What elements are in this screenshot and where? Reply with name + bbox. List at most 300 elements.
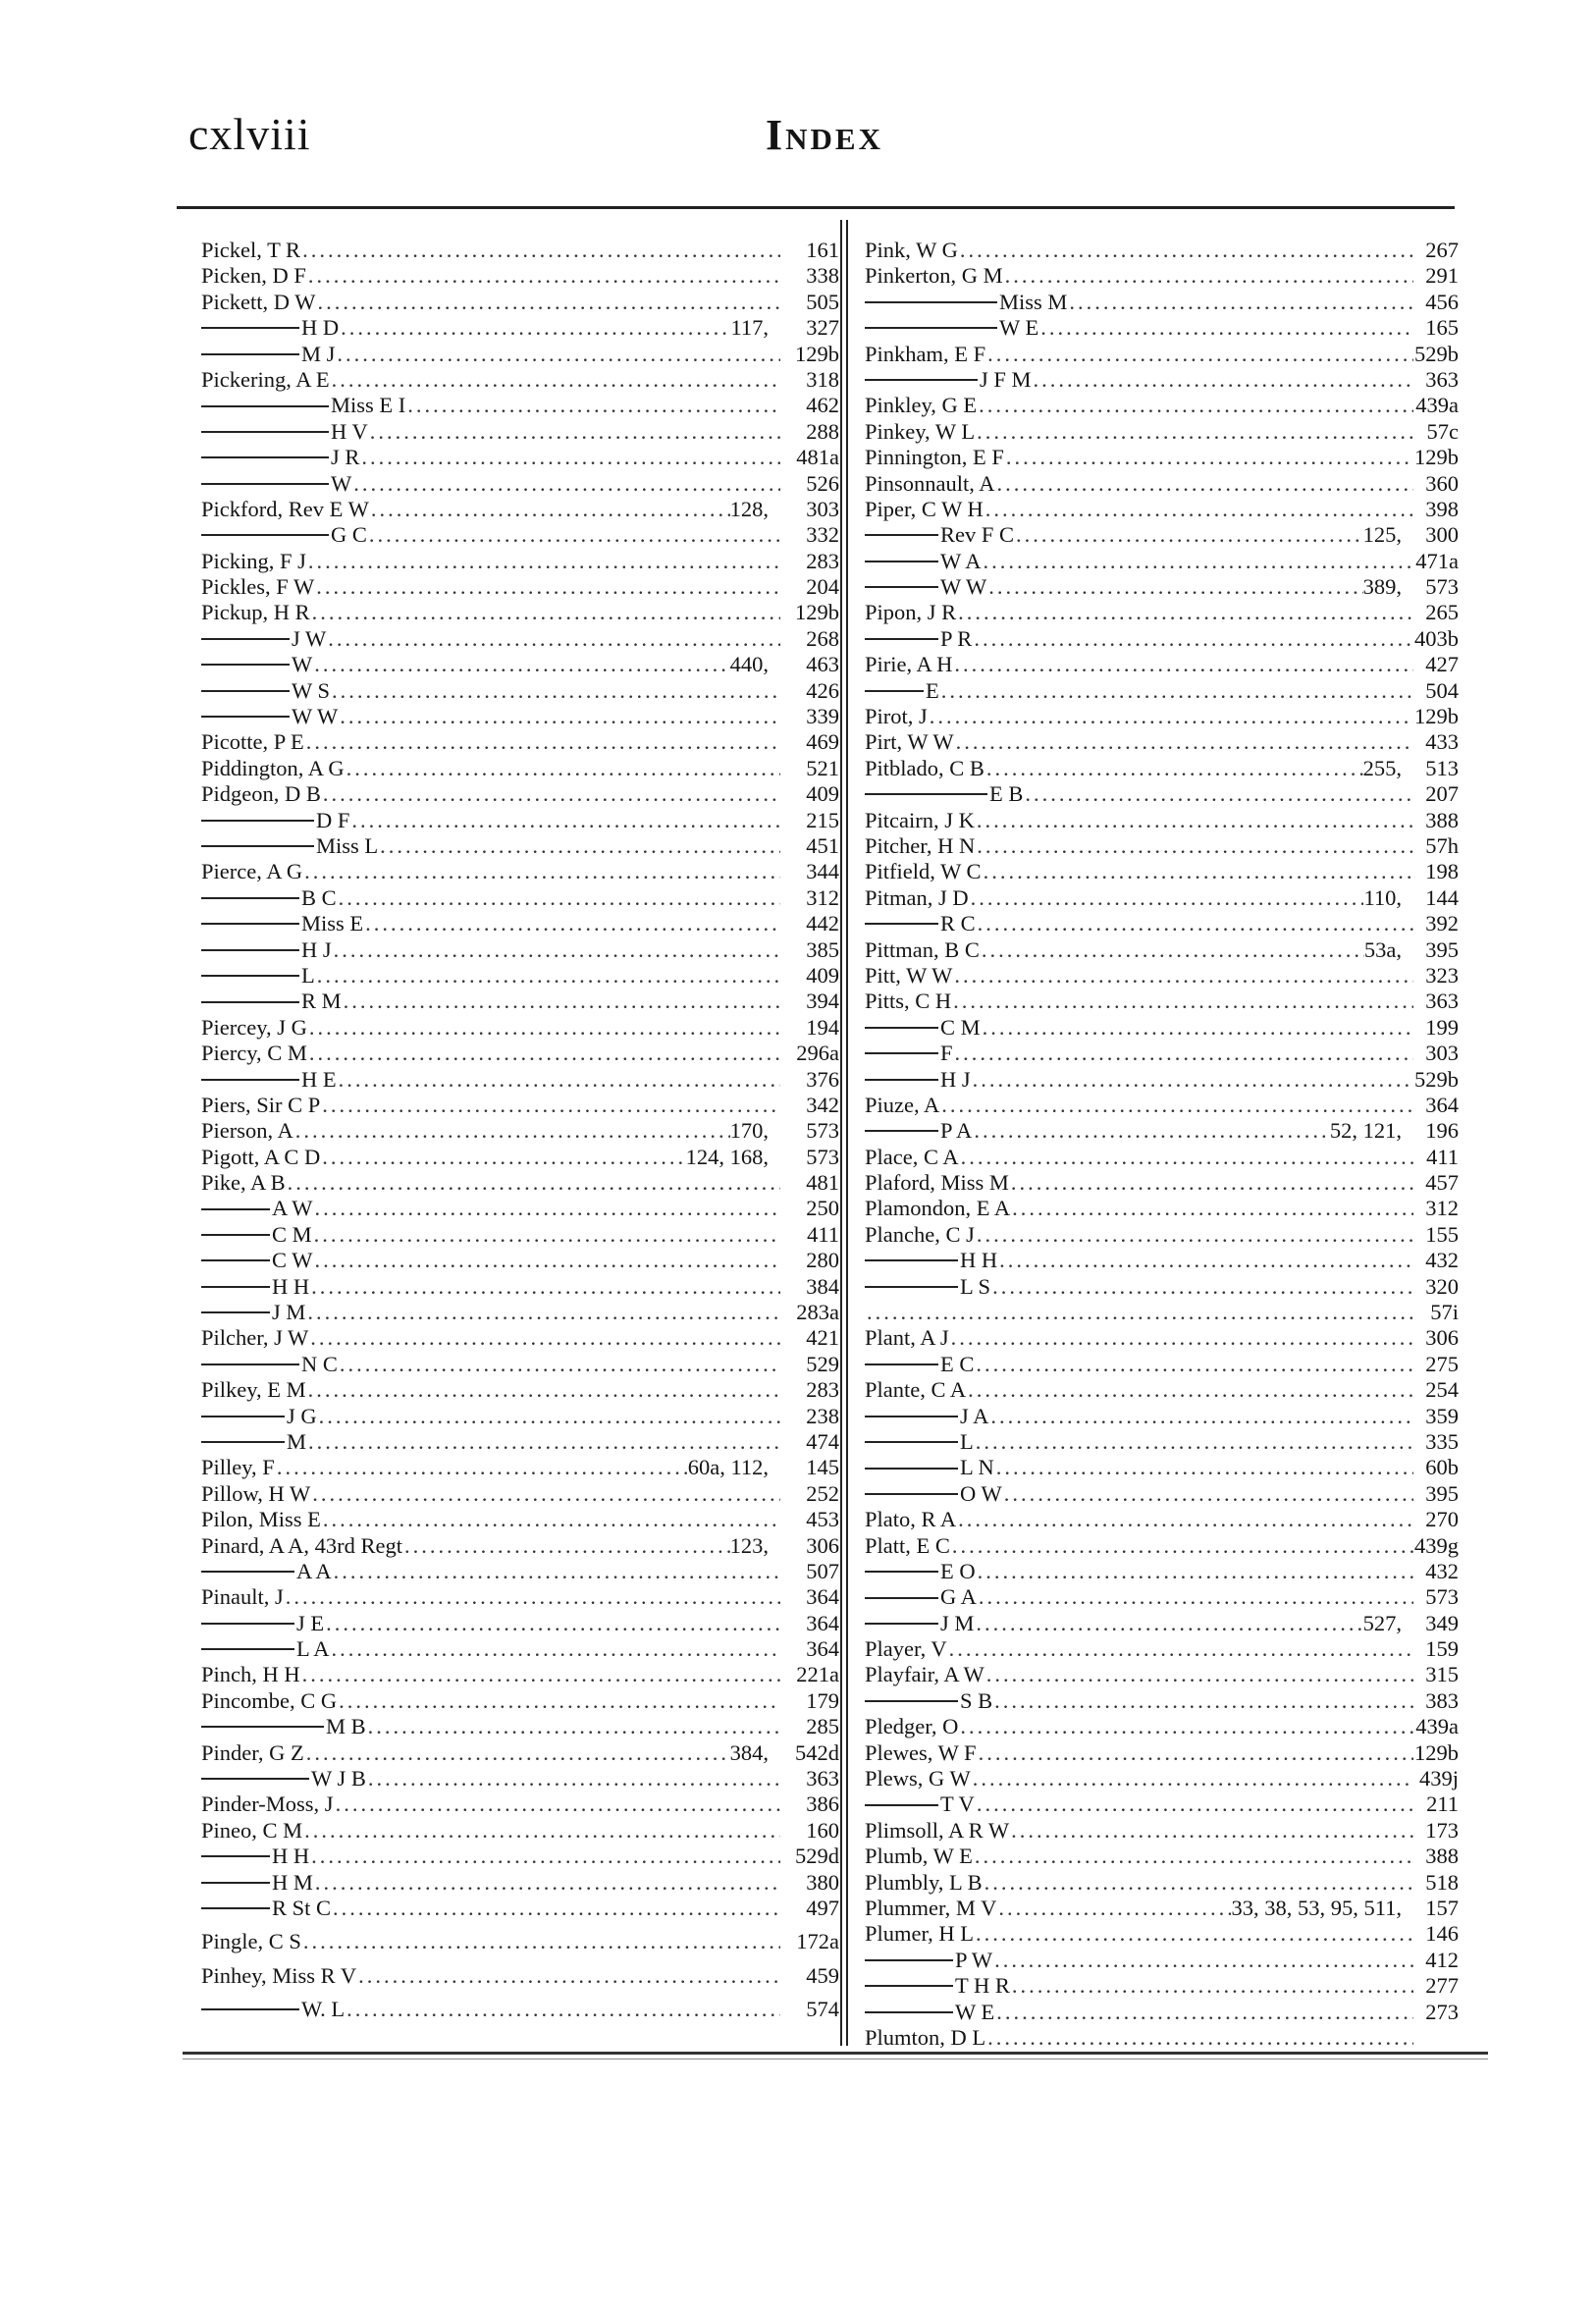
- ditto-rule: [201, 456, 329, 458]
- entry-name: H J: [940, 1066, 971, 1092]
- index-entry: [201, 1963, 839, 1989]
- entry-page: 129b: [1414, 1739, 1459, 1765]
- leader-dots: [974, 1611, 1362, 1636]
- index-entry: [865, 1766, 1459, 1791]
- entry-page: 521: [806, 755, 839, 780]
- ditto-rule: [865, 1804, 938, 1806]
- index-entry: [201, 1870, 839, 1896]
- entry-name: W W: [292, 704, 339, 729]
- entry-page: 57h: [1425, 832, 1459, 858]
- leader-dots: [306, 263, 780, 289]
- index-entry: [201, 1611, 839, 1636]
- index-entry: [201, 1740, 839, 1766]
- leader-dots: [334, 1791, 780, 1817]
- leader-dots: [975, 833, 1413, 859]
- entry-page: 383: [1425, 1687, 1459, 1713]
- entry-page: 267: [1425, 238, 1459, 262]
- entry-page: 238: [806, 1403, 839, 1428]
- leader-dots: [966, 1377, 1413, 1403]
- leader-dots: [312, 1196, 780, 1221]
- entry-page: 315: [1425, 1662, 1459, 1687]
- ditto-rule: [201, 1441, 285, 1443]
- entry-page: 442: [806, 911, 839, 936]
- index-entry: [865, 1248, 1459, 1273]
- leader-dots: [345, 1997, 780, 2022]
- entry-page: 165: [1425, 315, 1459, 341]
- ditto-rule: [865, 1571, 938, 1573]
- entry-name: Pitcher, H N: [865, 832, 976, 858]
- leader-dots: [995, 471, 1413, 497]
- index-entry: [865, 1455, 1459, 1480]
- index-entry: [865, 1740, 1459, 1766]
- entry-page: 146: [1425, 1921, 1459, 1947]
- leader-dots: [302, 859, 780, 884]
- index-entry: [201, 626, 839, 652]
- entry-page: 439j: [1418, 1766, 1459, 1791]
- entry-page: 471a: [1415, 548, 1459, 573]
- entry-page: 529b: [1414, 341, 1459, 366]
- index-entry: [201, 1818, 839, 1844]
- entry-name: Pike, A B: [201, 1170, 286, 1196]
- entry-name: Plato, R A: [865, 1507, 957, 1532]
- leader-dots: [1009, 1818, 1413, 1844]
- entry-page: 457: [1425, 1170, 1459, 1196]
- index-entry: [865, 1870, 1459, 1896]
- left-index-column: [201, 238, 839, 2023]
- index-entry: [201, 342, 839, 367]
- index-entry: [201, 445, 839, 470]
- leader-dots: [1010, 1973, 1413, 1999]
- entry-page: 60b: [1425, 1455, 1459, 1480]
- leader-dots: [335, 342, 780, 367]
- entry-name: R C: [940, 911, 976, 936]
- entry-page: 573: [1425, 1584, 1459, 1610]
- leader-dots: [284, 1584, 780, 1610]
- entry-name: Pinkham, E F: [865, 341, 986, 366]
- entry-extra-pages: 440,: [729, 652, 769, 677]
- ditto-rule: [865, 1027, 938, 1029]
- entry-name: Pigott, A C D: [201, 1144, 321, 1169]
- entry-extra-pages: 124, 168,: [685, 1144, 769, 1169]
- entry-page: 388: [1425, 1844, 1459, 1869]
- index-entry: [201, 238, 839, 263]
- entry-name: C M: [272, 1221, 312, 1247]
- entry-page: 364: [806, 1636, 839, 1662]
- entry-name: Miss E: [301, 911, 364, 936]
- entry-page: 335: [1425, 1428, 1459, 1454]
- entry-name: H H: [272, 1273, 310, 1299]
- leader-dots: [308, 1325, 780, 1351]
- index-entry: [865, 1300, 1459, 1325]
- leader-dots: [1023, 781, 1413, 807]
- entry-name: Plews, G W: [865, 1766, 971, 1791]
- leader-dots: [984, 1662, 1413, 1687]
- entry-name: Pincombe, C G: [201, 1687, 338, 1713]
- entry-page: 360: [1425, 470, 1459, 496]
- entry-extra-pages: 117,: [730, 315, 769, 341]
- entry-extra-pages: 60a, 112,: [687, 1455, 769, 1480]
- entry-page: 57i: [1430, 1300, 1459, 1325]
- entry-name: Pickett, D W: [201, 289, 316, 314]
- entry-page: 283: [806, 548, 839, 573]
- leader-dots: [309, 1274, 780, 1300]
- entry-page: 349: [1425, 1610, 1459, 1635]
- column-divider: [840, 220, 848, 2046]
- entry-page: 395: [1425, 1480, 1459, 1506]
- ditto-rule: [865, 1052, 938, 1054]
- index-entry: [201, 704, 839, 729]
- index-entry: [865, 1222, 1459, 1248]
- entry-name: Pinault, J: [201, 1584, 284, 1610]
- index-entry: [201, 1688, 839, 1714]
- index-entry: [201, 808, 839, 833]
- entry-name: L: [960, 1428, 974, 1454]
- ditto-rule: [201, 534, 329, 536]
- entry-page: 144: [1425, 884, 1459, 910]
- index-entry: [201, 1559, 839, 1584]
- ditto-rule: [201, 638, 290, 640]
- index-entry: [865, 2025, 1459, 2051]
- entry-page: 303: [1425, 1041, 1459, 1066]
- entry-page: 57c: [1426, 418, 1459, 444]
- entry-name: Pittman, B C: [865, 936, 980, 962]
- page-title: Index: [766, 111, 883, 159]
- entry-name: W E: [955, 1999, 995, 2024]
- leader-dots: [1010, 1196, 1413, 1221]
- index-entry: [865, 1584, 1459, 1610]
- index-entry: [201, 600, 839, 625]
- entry-name: A W: [272, 1196, 313, 1221]
- ditto-rule: [865, 1286, 958, 1288]
- leader-dots: [951, 989, 1413, 1014]
- index-entry: [865, 1533, 1459, 1559]
- leader-dots: [337, 1067, 780, 1093]
- entry-name: M J: [301, 341, 336, 366]
- entry-name: P A: [940, 1118, 973, 1144]
- leader-dots: [984, 756, 1363, 781]
- ditto-rule: [865, 561, 938, 562]
- index-entry: [201, 989, 839, 1014]
- leader-dots: [330, 367, 780, 393]
- index-entry: [865, 1093, 1459, 1118]
- entry-page: 215: [806, 807, 839, 832]
- entry-page: 513: [1425, 755, 1459, 780]
- leader-dots: [366, 1714, 780, 1739]
- entry-name: D F: [316, 807, 350, 832]
- entry-extra-pages: 53a,: [1363, 936, 1402, 962]
- index-entry: [865, 315, 1459, 341]
- index-entry: [201, 1429, 839, 1455]
- index-entry: [201, 1896, 839, 1921]
- entry-name: N C: [301, 1351, 338, 1376]
- entry-name: G C: [331, 522, 367, 548]
- entry-name: Pirie, A H: [865, 652, 953, 677]
- index-entry: [201, 574, 839, 600]
- entry-page: 332: [806, 522, 839, 548]
- leader-dots: [977, 1740, 1413, 1766]
- ditto-rule: [201, 1882, 270, 1884]
- leader-dots: [976, 1559, 1413, 1584]
- entry-name: Place, C A: [865, 1144, 959, 1169]
- right-index-column: [865, 238, 1459, 2051]
- ditto-rule: [201, 2008, 299, 2010]
- leader-dots: [994, 1455, 1413, 1480]
- entry-page: 507: [806, 1558, 839, 1583]
- entry-name: E B: [989, 781, 1024, 807]
- index-entry: [865, 1145, 1459, 1170]
- entry-name: Plummer, M V: [865, 1896, 997, 1920]
- entry-page: 395: [1425, 936, 1459, 962]
- entry-name: H J: [301, 936, 332, 962]
- leader-dots: [980, 937, 1364, 963]
- index-entry: [865, 1325, 1459, 1351]
- entry-page: 456: [1425, 289, 1459, 314]
- entry-name: Pierce, A G: [201, 859, 303, 884]
- ditto-rule: [201, 327, 299, 329]
- entry-page: 481a: [796, 445, 839, 470]
- entry-name: Pilkey, E M: [201, 1377, 306, 1403]
- leader-dots: [958, 238, 1413, 263]
- leader-dots: [1004, 445, 1413, 470]
- entry-name: Plumton, D L: [865, 2024, 986, 2050]
- leader-dots: [974, 1921, 1413, 1947]
- entry-name: Miss M: [999, 289, 1068, 314]
- entry-name: C M: [940, 1014, 981, 1040]
- entry-name: Plante, C A: [865, 1377, 967, 1403]
- index-entry: [865, 342, 1459, 367]
- entry-name: Pinder-Moss, J: [201, 1791, 334, 1817]
- leader-dots: [971, 1067, 1413, 1093]
- entry-name: Rev F C: [940, 522, 1015, 548]
- leader-dots: [363, 911, 780, 936]
- entry-page: 277: [1425, 1973, 1459, 1999]
- entry-page: 398: [1425, 496, 1459, 521]
- entry-name: Picken, D F: [201, 263, 306, 289]
- ditto-rule: [201, 1623, 294, 1625]
- leader-dots: [954, 729, 1413, 755]
- entry-name: E: [926, 677, 939, 703]
- index-entry: [201, 911, 839, 936]
- index-entry: [865, 1714, 1459, 1739]
- entry-name: Pickering, A E: [201, 366, 330, 392]
- leader-dots: [309, 1844, 780, 1869]
- entry-name: J G: [287, 1403, 317, 1428]
- leader-dots: [359, 445, 780, 470]
- entry-extra-pages: 527,: [1362, 1610, 1402, 1635]
- ditto-rule: [865, 1700, 958, 1702]
- index-entry: [865, 1118, 1459, 1144]
- leader-dots: [969, 885, 1364, 911]
- leader-dots: [306, 1377, 780, 1403]
- entry-page: 145: [806, 1455, 839, 1480]
- index-entry: [201, 497, 839, 522]
- entry-page: 529: [806, 1351, 839, 1376]
- index-entry: [865, 1611, 1459, 1636]
- index-entry: [201, 833, 839, 859]
- ditto-rule: [865, 2011, 953, 2013]
- leader-dots: [952, 963, 1413, 989]
- entry-name: Miss L: [316, 832, 379, 858]
- index-entry: [865, 497, 1459, 522]
- leader-dots: [1002, 1481, 1413, 1507]
- leader-dots: [367, 522, 780, 548]
- entry-name: Plant, A J: [865, 1325, 949, 1351]
- entry-name: J E: [296, 1610, 325, 1635]
- leader-dots: [315, 290, 780, 315]
- entry-page: 392: [1425, 911, 1459, 936]
- entry-page: 318: [806, 366, 839, 392]
- ditto-rule: [201, 923, 299, 925]
- index-entry: [865, 678, 1459, 704]
- entry-page: 573: [806, 1144, 839, 1169]
- entry-name: Pink, W G: [865, 238, 958, 262]
- entry-name: E O: [940, 1558, 976, 1583]
- entry-page: 273: [1425, 1999, 1459, 2024]
- index-entry: [201, 729, 839, 755]
- leader-dots: [981, 549, 1413, 574]
- entry-name: Plumb, W E: [865, 1844, 973, 1869]
- index-entry: [865, 1636, 1459, 1662]
- leader-dots: [286, 1170, 780, 1196]
- leader-dots: [312, 1222, 780, 1248]
- leader-dots: [307, 1041, 780, 1066]
- entry-page: 364: [806, 1584, 839, 1610]
- entry-page: 327: [806, 315, 839, 341]
- leader-dots: [275, 1455, 688, 1480]
- leader-dots: [974, 1429, 1413, 1455]
- leader-dots: [351, 471, 780, 497]
- index-entry: [201, 1455, 839, 1480]
- index-entry: [865, 1791, 1459, 1817]
- ditto-rule: [865, 586, 938, 588]
- leader-dots: [952, 652, 1413, 677]
- entry-page: 439g: [1414, 1532, 1459, 1558]
- leader-dots: [975, 1791, 1413, 1817]
- entry-page: 529b: [1414, 1066, 1459, 1092]
- leader-dots: [1032, 367, 1413, 393]
- leader-dots: [939, 678, 1413, 704]
- entry-name: Pirot, J: [865, 704, 928, 729]
- entry-page: 518: [1425, 1869, 1459, 1895]
- entry-page: 409: [806, 781, 839, 807]
- entry-name: Pledger, O: [865, 1714, 959, 1739]
- index-entry: [201, 1274, 839, 1300]
- leader-dots: [865, 1300, 1413, 1325]
- entry-page: 453: [806, 1507, 839, 1532]
- index-entry: [865, 367, 1459, 393]
- entry-name: Piper, C W H: [865, 496, 984, 521]
- ditto-rule: [201, 975, 299, 977]
- entry-page: 198: [1425, 859, 1459, 884]
- leader-dots: [1003, 263, 1413, 289]
- ditto-rule: [201, 949, 299, 951]
- index-entry: [201, 652, 839, 677]
- entry-page: 384: [806, 1273, 839, 1299]
- index-entry: [201, 1015, 839, 1041]
- entry-extra-pages: 384,: [729, 1739, 769, 1765]
- leader-dots: [378, 833, 780, 859]
- leader-dots: [981, 1015, 1413, 1041]
- entry-page: 573: [1425, 574, 1459, 600]
- entry-name: Pinder, G Z: [201, 1739, 304, 1765]
- entry-page: 529d: [795, 1844, 839, 1869]
- index-entry: [201, 1325, 839, 1351]
- index-entry: [865, 1844, 1459, 1869]
- entry-name: A A: [296, 1558, 332, 1583]
- ditto-rule: [201, 1001, 299, 1003]
- leader-dots: [366, 1766, 780, 1791]
- entry-name: J A: [960, 1403, 989, 1428]
- entry-name: M B: [326, 1714, 366, 1739]
- entry-name: Picking, F J: [201, 548, 306, 573]
- index-entry: [865, 419, 1459, 445]
- index-entry: [201, 1636, 839, 1662]
- entry-page: 179: [806, 1687, 839, 1713]
- index-entry: [201, 263, 839, 289]
- index-entry: [201, 1584, 839, 1610]
- leader-dots: [338, 704, 780, 729]
- entry-page: 275: [1425, 1351, 1459, 1376]
- entry-name: Pirt, W W: [865, 729, 954, 755]
- entry-page: 285: [806, 1714, 839, 1739]
- entry-page: 339: [806, 704, 839, 729]
- index-entry: [201, 859, 839, 884]
- entry-name: R M: [301, 989, 342, 1014]
- entry-name: Playfair, A W: [865, 1662, 984, 1687]
- entry-page: 481: [806, 1170, 839, 1196]
- ditto-rule: [201, 483, 329, 485]
- index-entry: [201, 419, 839, 445]
- entry-name: Plaford, Miss M: [865, 1170, 1009, 1196]
- ditto-rule: [201, 405, 329, 407]
- leader-dots: [973, 1844, 1413, 1869]
- index-entry: [865, 600, 1459, 625]
- entry-name: Pitman, J D: [865, 884, 969, 910]
- ditto-rule: [201, 845, 314, 847]
- index-entry: [201, 1714, 839, 1739]
- index-entry: [865, 756, 1459, 781]
- leader-dots: [947, 1636, 1413, 1662]
- entry-name: Pitcairn, J K: [865, 807, 975, 832]
- index-entry: [201, 1300, 839, 1325]
- leader-dots: [990, 1274, 1413, 1300]
- entry-extra-pages: 110,: [1363, 884, 1402, 910]
- index-entry: [201, 1041, 839, 1066]
- entry-name: E C: [940, 1351, 975, 1376]
- entry-name: W: [331, 470, 352, 496]
- index-entry: [865, 963, 1459, 989]
- index-entry: [865, 1662, 1459, 1687]
- entry-page: 283a: [796, 1300, 839, 1325]
- leader-dots: [975, 419, 1413, 445]
- entry-name: W: [292, 652, 313, 677]
- index-entry: [201, 1093, 839, 1118]
- leader-dots: [985, 2025, 1413, 2051]
- index-entry: [201, 315, 839, 341]
- index-entry: [865, 1041, 1459, 1066]
- leader-dots: [331, 1896, 780, 1921]
- index-entry: [201, 781, 839, 807]
- leader-dots: [349, 808, 780, 833]
- index-entry: [865, 574, 1459, 600]
- ditto-rule: [201, 431, 329, 433]
- leader-dots: [1038, 315, 1413, 341]
- entry-page: 221a: [796, 1662, 839, 1687]
- entry-page: 451: [806, 832, 839, 858]
- entry-name: Pilon, Miss E: [201, 1507, 321, 1532]
- entry-name: J F M: [980, 366, 1032, 392]
- index-entry: [865, 833, 1459, 859]
